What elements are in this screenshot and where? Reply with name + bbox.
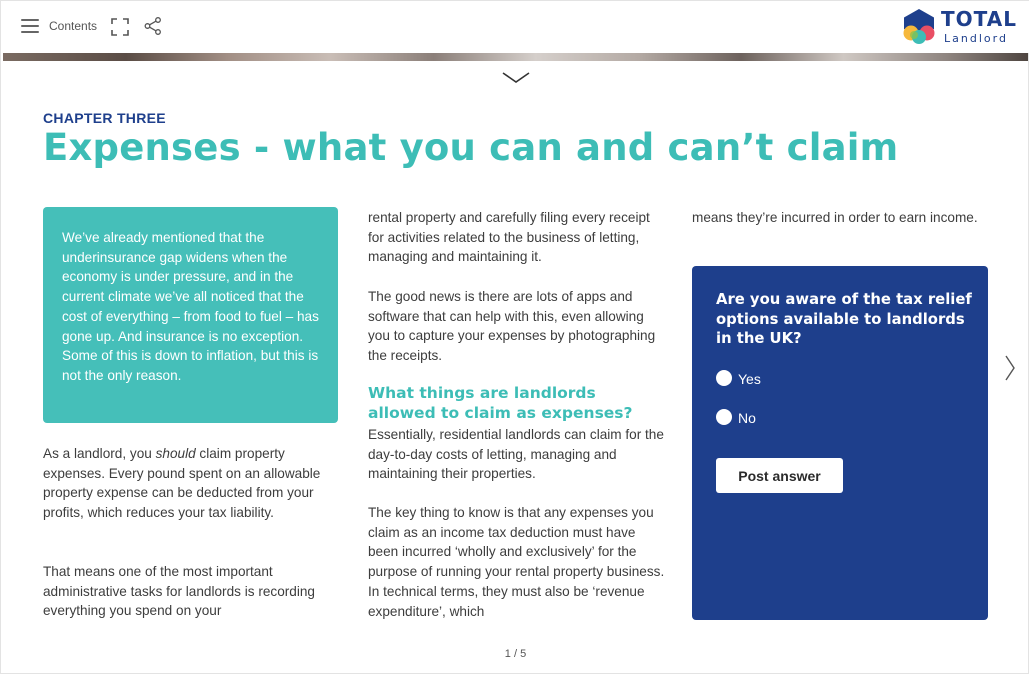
- poll-option-yes[interactable]: [716, 368, 796, 388]
- share-icon[interactable]: [143, 16, 163, 36]
- chevron-down-icon[interactable]: [501, 69, 531, 87]
- poll-option-no[interactable]: [716, 407, 796, 427]
- poll-question: Are you aware of the tax relief options available to landlords in the UK?: [716, 291, 972, 348]
- column2-paragraph-1: rental property and carefully filing every receipt for activities related to the business of letting, managing and maintaining it.: [368, 210, 650, 265]
- post-answer-button[interactable]: Post answer: [716, 458, 843, 493]
- callout-text: We’ve already mentioned that the underinsurance gap widens when the economy is under pressure, and in the current climate we’ve all noticed that the cost of everything – from food to fuel – has gone up. And insurance is no exception. Some of this is down to inflation, but this is not the only reason.: [62, 230, 319, 383]
- poll-option-no-label[interactable]: No: [738, 410, 756, 426]
- hero-image-strip: [3, 53, 1028, 61]
- logo-brand-text: TOTAL: [941, 7, 1017, 31]
- page-indicator: 1 / 5: [504, 648, 527, 660]
- fullscreen-icon[interactable]: [110, 17, 130, 37]
- column1-paragraph-1-start: As a landlord, you: [43, 446, 156, 461]
- contents-button[interactable]: Contents: [49, 19, 98, 33]
- menu-icon[interactable]: [21, 17, 41, 35]
- column2-paragraph-4: The key thing to know is that any expenses you claim as an income tax deduction must have been incurred ‘wholly and exclusively’ for the purpose of running your rental property business. In technical terms, they must also be ‘revenue expenditure’, which: [368, 505, 665, 619]
- total-landlord-logo[interactable]: [901, 6, 1021, 48]
- column2-paragraph-3: Essentially, residential landlords can claim for the day-to-day costs of letting, managing and maintaining their properties.: [368, 427, 664, 482]
- chapter-label: CHAPTER THREE: [43, 110, 166, 126]
- column3-paragraph-1: means they’re incurred in order to earn income.: [692, 210, 978, 225]
- callout-box: [43, 207, 338, 423]
- column1-paragraph-2: That means one of the most important administrative tasks for landlords is recording everything you spend on your: [43, 564, 315, 619]
- radio-no[interactable]: [716, 409, 732, 425]
- poll-card: [692, 266, 988, 620]
- column1-paragraph-1-end: claim property expenses. Every pound spent on an allowable property expense can be deducted from your profits, which reduces your tax liability.: [43, 446, 321, 521]
- logo-mark-icon: [901, 8, 937, 46]
- section-heading: What things are landlords allowed to claim as expenses?: [368, 384, 633, 422]
- column1-paragraph-1: [43, 444, 343, 523]
- chevron-right-icon[interactable]: [1002, 353, 1018, 383]
- poll-option-yes-label[interactable]: Yes: [738, 371, 761, 387]
- column2-paragraph-2: The good news is there are lots of apps and software that can help with this, even allowing you to capture your expenses by photographing the receipts.: [368, 289, 656, 364]
- logo-sub-text: Landlord: [944, 32, 1008, 45]
- radio-yes[interactable]: [716, 370, 732, 386]
- emphasis-should: should: [155, 446, 196, 461]
- top-toolbar: [1, 1, 1029, 53]
- page-title: Expenses - what you can and can’t claim: [43, 126, 899, 169]
